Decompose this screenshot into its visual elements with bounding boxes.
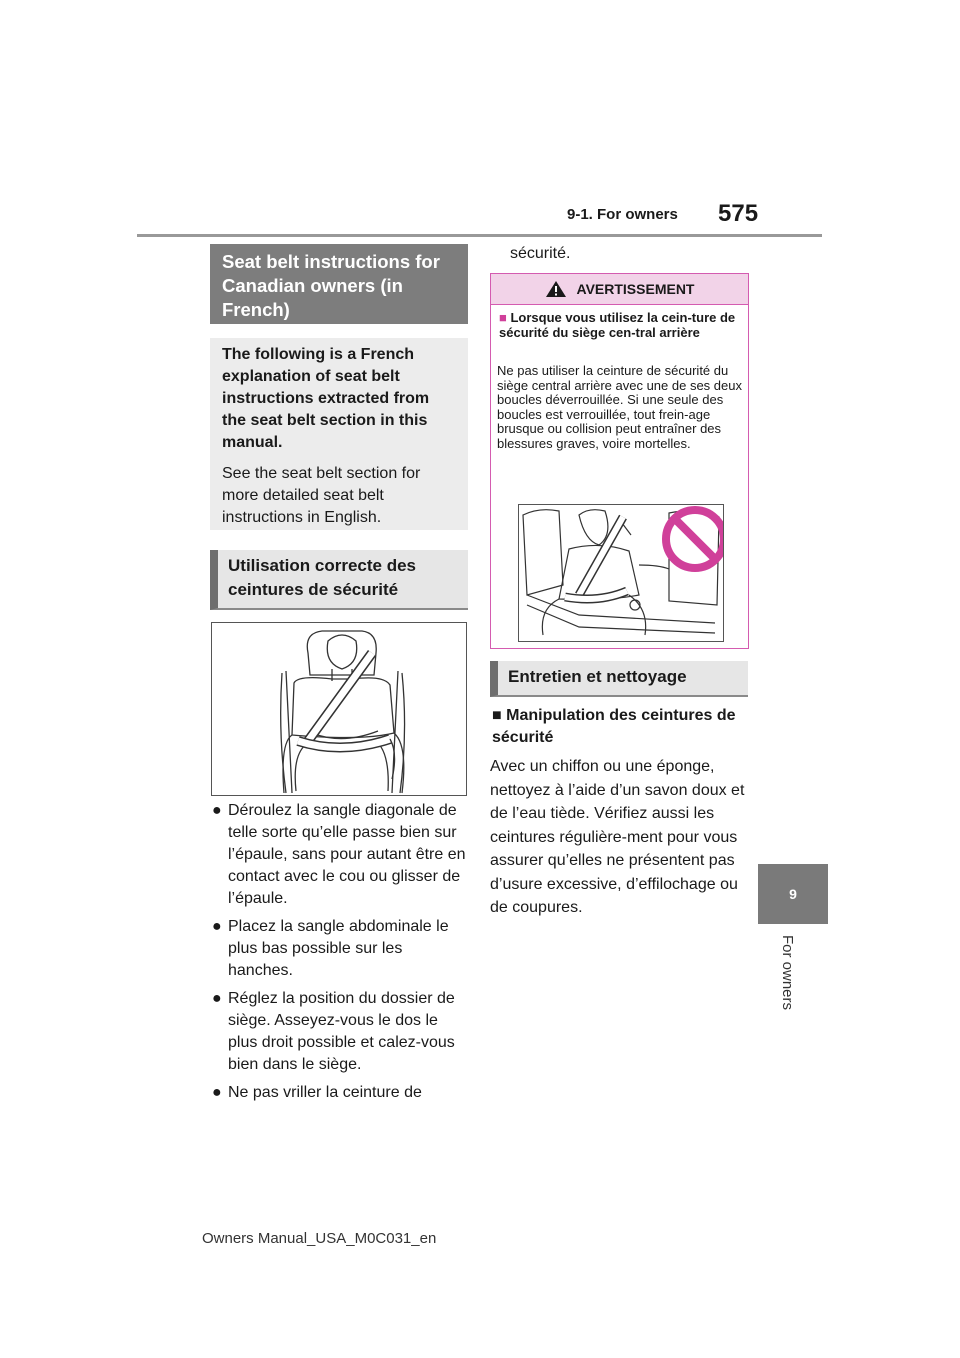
topic-heading-text: Manipulation des ceintures de sécurité: [492, 707, 736, 746]
bullet-text: Déroulez la sangle diagonale de telle sorte qu’elle passe bien sur l’épaule, sans pour autant être en contact avec le cou ou glisser de l’épaule.: [228, 802, 466, 907]
bullet-dot: ●: [212, 990, 222, 1007]
bullet-dot: ●: [212, 918, 222, 935]
rear-seat-illustration: [518, 504, 724, 642]
subheading-maintenance: Entretien et nettoyage: [490, 661, 748, 697]
bullet-item: [212, 800, 468, 910]
topic-heading: [492, 705, 752, 749]
bullet-text: Ne pas vriller la ceinture de: [228, 1084, 422, 1101]
subheading-usage: Utilisation correcte des ceintures de sécurité: [210, 550, 468, 610]
warning-box: [490, 273, 749, 649]
section-heading: Seat belt instructions for Canadian owners (in French): [210, 244, 468, 324]
bullet-text: Réglez la position du dossier de siège. Asseyez-vous le dos le plus droit possible et calez-vous bien dans le siège.: [228, 990, 455, 1073]
intro-paragraph-1: The following is a French explanation of seat belt instructions extracted from the seat belt section in this manual.: [222, 346, 430, 451]
continued-text: sécurité.: [510, 245, 571, 262]
warning-subheading-text: Lorsque vous utilisez la cein-ture de sécurité du siège cen-tral arrière: [499, 310, 736, 340]
square-bullet-icon: ■: [499, 310, 507, 325]
chapter-label: For owners: [779, 935, 796, 1011]
warning-body: Ne pas utiliser la ceinture de sécurité du siège central arrière avec une de ses deux boucles déverrouillée. Si une seule des boucles est verrouillée, tout frein-age brusque ou collision peut entraîner des blessures graves, voire mortelles.: [497, 363, 742, 451]
intro-paragraph-2: See the seat belt section for more detailed seat belt instructions in English.: [222, 465, 421, 526]
bullet-text: Placez la sangle abdominale le plus bas possible sur les hanches.: [228, 918, 449, 979]
warning-triangle-icon: [545, 280, 567, 298]
section-title: 9-1. For owners: [567, 206, 678, 223]
square-bullet-icon: ■: [492, 707, 502, 724]
warning-header: [491, 274, 748, 305]
header-rule: [137, 234, 822, 237]
seatbelt-illustration: [211, 622, 467, 796]
bullet-dot: ●: [212, 1084, 222, 1101]
bullet-item: [212, 988, 468, 1076]
bullet-item: [212, 916, 468, 982]
maintenance-paragraph: Avec un chiffon ou une éponge, nettoyez à l’aide d’un savon doux et de l’eau tiède. Vérifiez aussi les ceintures régulière-ment pour vous assurer qu’elles ne présentent pas d’usure excessive, d’effilochage ou de coupures.: [490, 758, 745, 916]
warning-subheading: [499, 310, 743, 340]
footer-text: Owners Manual_USA_M0C031_en: [202, 1230, 437, 1247]
chapter-tab[interactable]: 9: [758, 864, 828, 924]
warning-title: AVERTISSEMENT: [576, 281, 695, 297]
intro-box: [210, 338, 468, 530]
bullet-dot: ●: [212, 802, 222, 819]
page-number: 575: [718, 200, 759, 227]
bullet-item: [212, 1082, 468, 1104]
